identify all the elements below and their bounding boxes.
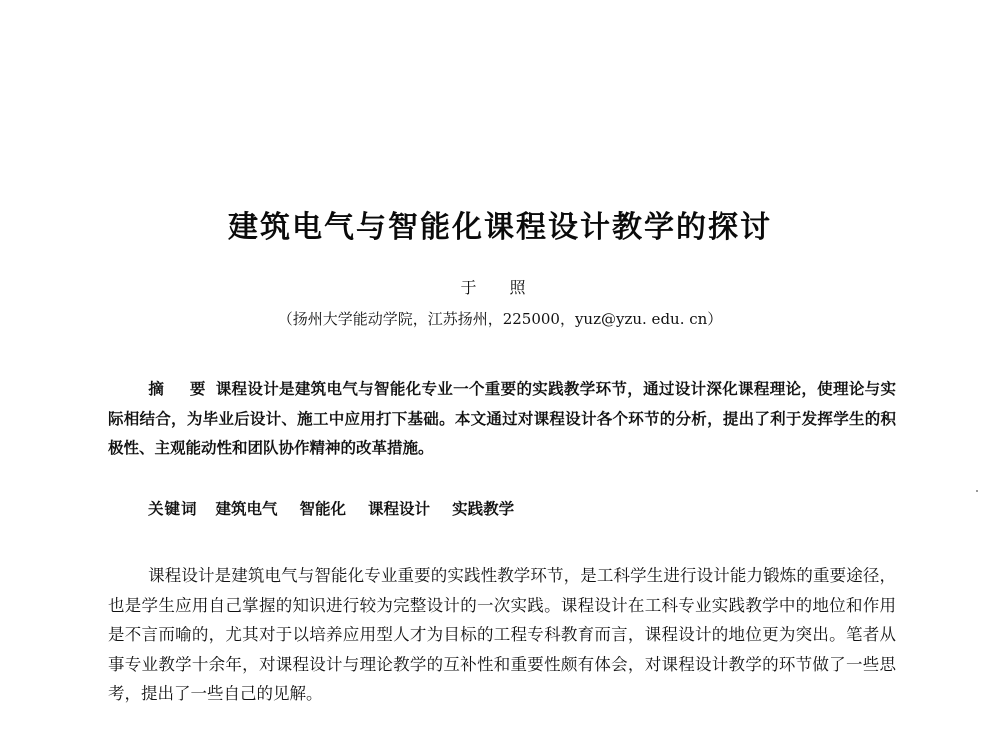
keywords-block [148,497,536,519]
abstract-label: 摘 要 [148,380,216,398]
keyword-item: 智能化 [299,499,347,518]
paper-title: 建筑电气与智能化课程设计教学的探讨 [228,210,772,245]
scan-speck [976,490,978,492]
body-paragraph-text: 课程设计是建筑电气与智能化专业重要的实践性教学环节，是工科学生进行设计能力锻炼的重要途径，也是学生应用自己掌握的知识进行较为完整设计的一次实践。课程设计在工科专业实践教学中的地位和作用是不言而喻的，尤其对于以培养应用型人才为目标的工程专科教育而言，课程设计的地位更为突出。笔者从事专业教学十余年，对课程设计与理论教学的互补性和重要性颇有体会，对课程设计教学的环节做了一些思考，提出了一些自己的见解。 [108,566,896,703]
keyword-item: 建筑电气 [215,499,278,518]
keyword-item: 课程设计 [368,499,431,518]
body-paragraph [108,561,896,709]
keyword-item: 实践教学 [452,499,515,518]
author-affiliation: （扬州大学能动学院，江苏扬州，225000，yuz@yzu. edu. cn） [277,310,723,328]
abstract-text: 课程设计是建筑电气与智能化专业一个重要的实践教学环节，通过设计深化课程理论，使理论与实际相结合，为毕业后设计、施工中应用打下基础。本文通过对课程设计各个环节的分析，提出了利于发挥学生的积极性、主观能动性和团队协作精神的改革措施。 [108,379,896,457]
author-name: 于 照 [460,278,540,297]
abstract-block [108,374,896,462]
keywords-label: 关键词 [148,500,198,518]
